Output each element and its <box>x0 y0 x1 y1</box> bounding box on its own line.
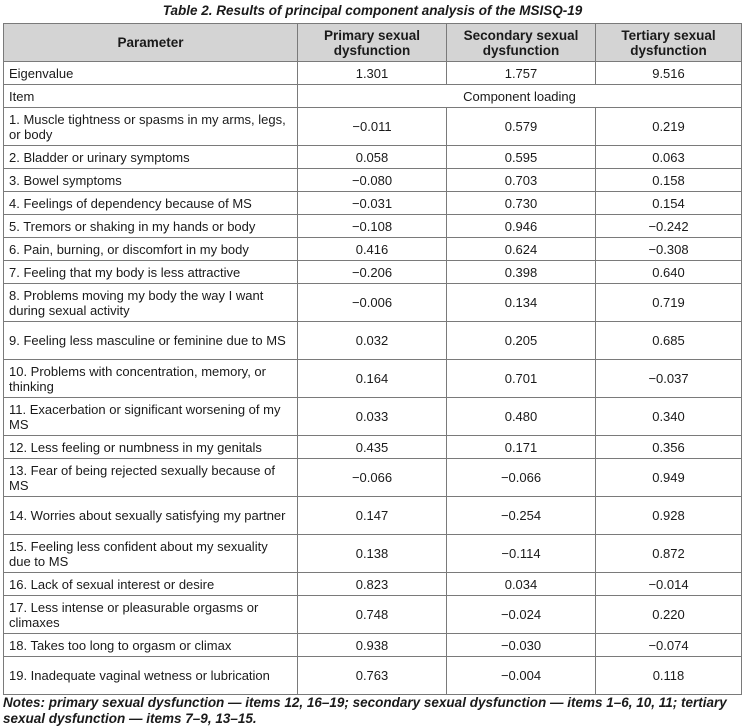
tertiary-loading: 0.118 <box>596 657 742 695</box>
secondary-loading: −0.114 <box>447 535 596 573</box>
table-row <box>4 398 742 436</box>
tertiary-loading: 0.719 <box>596 284 742 322</box>
item-text: 16. Lack of sexual interest or desire <box>4 573 298 596</box>
primary-loading: −0.066 <box>298 459 447 497</box>
primary-loading: 0.164 <box>298 360 447 398</box>
header-tertiary: Tertiary sexual dysfunction <box>596 24 742 62</box>
item-text: 3. Bowel symptoms <box>4 169 298 192</box>
tertiary-loading: −0.308 <box>596 238 742 261</box>
eigenvalue-secondary: 1.757 <box>447 62 596 85</box>
component-loading-label: Component loading <box>298 85 742 108</box>
primary-loading: 0.138 <box>298 535 447 573</box>
tertiary-loading: 0.340 <box>596 398 742 436</box>
tertiary-loading: 0.872 <box>596 535 742 573</box>
table-row <box>4 497 742 535</box>
primary-loading: 0.435 <box>298 436 447 459</box>
tertiary-loading: 0.640 <box>596 261 742 284</box>
item-text: 7. Feeling that my body is less attractive <box>4 261 298 284</box>
eigenvalue-primary: 1.301 <box>298 62 447 85</box>
tertiary-loading: 0.219 <box>596 108 742 146</box>
item-text: 2. Bladder or urinary symptoms <box>4 146 298 169</box>
eigenvalue-label: Eigenvalue <box>4 62 298 85</box>
tertiary-loading: 0.158 <box>596 169 742 192</box>
table-row <box>4 436 742 459</box>
table-caption: Table 2. Results of principal component analysis of the MSISQ-19 <box>162 3 583 18</box>
table-row <box>4 596 742 634</box>
secondary-loading: 0.480 <box>447 398 596 436</box>
primary-loading: −0.108 <box>298 215 447 238</box>
eigenvalue-tertiary: 9.516 <box>596 62 742 85</box>
table-row <box>4 146 742 169</box>
tertiary-loading: 0.685 <box>596 322 742 360</box>
primary-loading: 0.763 <box>298 657 447 695</box>
primary-loading: −0.006 <box>298 284 447 322</box>
secondary-loading: −0.254 <box>447 497 596 535</box>
item-text: 4. Feelings of dependency because of MS <box>4 192 298 215</box>
primary-loading: −0.080 <box>298 169 447 192</box>
primary-loading: −0.206 <box>298 261 447 284</box>
primary-loading: 0.058 <box>298 146 447 169</box>
item-text: 1. Muscle tightness or spasms in my arms, legs, or body <box>4 108 298 146</box>
secondary-loading: 0.171 <box>447 436 596 459</box>
item-text: 6. Pain, burning, or discomfort in my body <box>4 238 298 261</box>
tertiary-loading: 0.356 <box>596 436 742 459</box>
secondary-loading: 0.701 <box>447 360 596 398</box>
secondary-loading: 0.624 <box>447 238 596 261</box>
secondary-loading: 0.946 <box>447 215 596 238</box>
tertiary-loading: 0.154 <box>596 192 742 215</box>
header-row <box>4 24 742 62</box>
header-secondary: Secondary sexual dysfunction <box>447 24 596 62</box>
table-row <box>4 459 742 497</box>
item-text: 9. Feeling less masculine or feminine due to MS <box>4 322 298 360</box>
item-text: 14. Worries about sexually satisfying my partner <box>4 497 298 535</box>
primary-loading: 0.416 <box>298 238 447 261</box>
item-label: Item <box>4 85 298 108</box>
secondary-loading: −0.004 <box>447 657 596 695</box>
secondary-loading: −0.030 <box>447 634 596 657</box>
table-row <box>4 573 742 596</box>
item-text: 10. Problems with concentration, memory, or thinking <box>4 360 298 398</box>
item-text: 13. Fear of being rejected sexually because of MS <box>4 459 298 497</box>
item-text: 5. Tremors or shaking in my hands or body <box>4 215 298 238</box>
primary-loading: 0.032 <box>298 322 447 360</box>
table-row <box>4 261 742 284</box>
table-row <box>4 284 742 322</box>
secondary-loading: 0.398 <box>447 261 596 284</box>
secondary-loading: 0.205 <box>447 322 596 360</box>
table-row <box>4 169 742 192</box>
tertiary-loading: −0.074 <box>596 634 742 657</box>
secondary-loading: 0.034 <box>447 573 596 596</box>
primary-loading: 0.938 <box>298 634 447 657</box>
tertiary-loading: −0.037 <box>596 360 742 398</box>
tertiary-loading: 0.220 <box>596 596 742 634</box>
item-text: 11. Exacerbation or significant worsening of my MS <box>4 398 298 436</box>
table-row <box>4 108 742 146</box>
item-text: 12. Less feeling or numbness in my genitals <box>4 436 298 459</box>
table-row <box>4 215 742 238</box>
header-primary: Primary sexual dysfunction <box>298 24 447 62</box>
secondary-loading: 0.730 <box>447 192 596 215</box>
table-row <box>4 238 742 261</box>
eigenvalue-row <box>4 62 742 85</box>
item-text: 8. Problems moving my body the way I want during sexual activity <box>4 284 298 322</box>
item-header-row <box>4 85 742 108</box>
header-parameter: Parameter <box>4 24 298 62</box>
table-row <box>4 657 742 695</box>
item-text: 19. Inadequate vaginal wetness or lubrication <box>4 657 298 695</box>
secondary-loading: −0.066 <box>447 459 596 497</box>
tertiary-loading: −0.014 <box>596 573 742 596</box>
primary-loading: 0.147 <box>298 497 447 535</box>
primary-loading: 0.823 <box>298 573 447 596</box>
table-row <box>4 535 742 573</box>
primary-loading: −0.011 <box>298 108 447 146</box>
item-text: 18. Takes too long to orgasm or climax <box>4 634 298 657</box>
primary-loading: 0.748 <box>298 596 447 634</box>
pca-results-table <box>3 23 742 695</box>
secondary-loading: −0.024 <box>447 596 596 634</box>
table-row <box>4 360 742 398</box>
tertiary-loading: 0.063 <box>596 146 742 169</box>
secondary-loading: 0.579 <box>447 108 596 146</box>
table-row <box>4 192 742 215</box>
primary-loading: 0.033 <box>298 398 447 436</box>
tertiary-loading: 0.949 <box>596 459 742 497</box>
tertiary-loading: 0.928 <box>596 497 742 535</box>
item-text: 15. Feeling less confident about my sexuality due to MS <box>4 535 298 573</box>
primary-loading: −0.031 <box>298 192 447 215</box>
secondary-loading: 0.703 <box>447 169 596 192</box>
table-row <box>4 322 742 360</box>
secondary-loading: 0.134 <box>447 284 596 322</box>
item-text: 17. Less intense or pleasurable orgasms or climaxes <box>4 596 298 634</box>
secondary-loading: 0.595 <box>447 146 596 169</box>
tertiary-loading: −0.242 <box>596 215 742 238</box>
table-row <box>4 634 742 657</box>
table-notes: Notes: primary sexual dysfunction — items 12, 16–19; secondary sexual dysfunction — items 1–6, 10, 11; tertiary sexual dysfunction — items 7–9, 13–15. <box>3 695 727 726</box>
